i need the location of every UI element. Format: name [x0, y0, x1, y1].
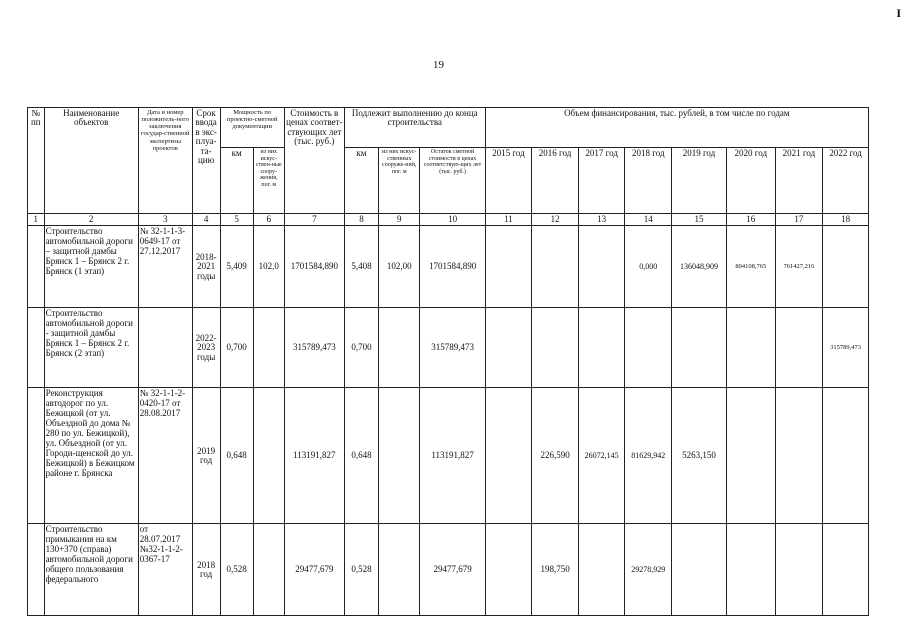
- col-number: 3: [138, 214, 192, 226]
- row-num: [28, 388, 45, 524]
- year-value: [823, 226, 869, 308]
- col-number: 11: [485, 214, 532, 226]
- col-number: 17: [775, 214, 823, 226]
- year-value: 81629,942: [625, 388, 672, 524]
- header-commissioning: Срок ввода в экс-плуа-та-цию: [192, 108, 220, 214]
- year-value: [775, 388, 823, 524]
- year-value: 198,750: [532, 524, 579, 616]
- cost: 1701584,890: [284, 226, 344, 308]
- header-remaining-km: км: [344, 148, 378, 214]
- year-value: 226,590: [532, 388, 579, 524]
- remaining-cost: 1701584,890: [420, 226, 485, 308]
- remaining-structures: [379, 388, 420, 524]
- table-row: [28, 308, 869, 388]
- capacity-structures: [253, 388, 284, 524]
- col-number: 12: [532, 214, 579, 226]
- year-value: 136048,909: [672, 226, 727, 308]
- col-number: 18: [823, 214, 869, 226]
- row-num: [28, 226, 45, 308]
- year-value: [485, 388, 532, 524]
- header-year-2017: 2017 год: [578, 148, 625, 214]
- commissioning-period: 2019 год: [192, 388, 220, 524]
- year-value: [672, 308, 727, 388]
- year-value: 5263,150: [672, 388, 727, 524]
- col-number: 14: [625, 214, 672, 226]
- year-value: [578, 524, 625, 616]
- capacity-km: 0,648: [220, 388, 253, 524]
- row-num: [28, 524, 45, 616]
- header-remaining-cost: Остаток сметной стоимости в ценах соответствую-щих лет (тыс. руб.): [420, 148, 485, 214]
- year-value: [726, 308, 775, 388]
- header-agreement: Дата и номер положитель-ного заключения государ-ственной экспертизы проектов: [138, 108, 192, 214]
- remaining-km: 0,700: [344, 308, 378, 388]
- commissioning-period: 2018 год: [192, 524, 220, 616]
- remaining-structures: [379, 524, 420, 616]
- year-value: [625, 308, 672, 388]
- year-value: 29278,929: [625, 524, 672, 616]
- capacity-structures: [253, 308, 284, 388]
- expertise-conclusion: от 28.07.2017 №32-1-1-2-0367-17: [138, 524, 192, 616]
- expertise-conclusion: [138, 308, 192, 388]
- column-number-row: [28, 214, 869, 226]
- year-value: [726, 524, 775, 616]
- capacity-structures: [253, 524, 284, 616]
- header-year-2015: 2015 год: [485, 148, 532, 214]
- year-value: 804108,765: [726, 226, 775, 308]
- remaining-km: 5,408: [344, 226, 378, 308]
- year-value: [726, 388, 775, 524]
- year-value: [485, 308, 532, 388]
- year-value: 315789,473: [823, 308, 869, 388]
- year-value: [532, 226, 579, 308]
- header-year-2022: 2022 год: [823, 148, 869, 214]
- col-number: 10: [420, 214, 485, 226]
- commissioning-period: 2022-2023 годы: [192, 308, 220, 388]
- remaining-km: 0,528: [344, 524, 378, 616]
- cost: 113191,827: [284, 388, 344, 524]
- header-num: № пп: [28, 108, 45, 214]
- table-row: [28, 388, 869, 524]
- remaining-structures: 102,00: [379, 226, 420, 308]
- capacity-km: 5,409: [220, 226, 253, 308]
- object-name: Строительство примыкания на км 130+370 (справа) автомобильной дороги общего пользования федерального: [44, 524, 138, 616]
- year-value: [775, 524, 823, 616]
- expertise-conclusion: № 32-1-1-2-0420-17 от 28.08.2017: [138, 388, 192, 524]
- object-name: Строительство автомобильной дороги – защитной дамбы Брянск 1 – Брянск 2 г. Брянск (1 этап): [44, 226, 138, 308]
- year-value: [578, 308, 625, 388]
- capacity-structures: 102,0: [253, 226, 284, 308]
- year-value: 0,000: [625, 226, 672, 308]
- col-number: 9: [379, 214, 420, 226]
- remaining-cost: 315789,473: [420, 308, 485, 388]
- year-value: [823, 524, 869, 616]
- col-number: 5: [220, 214, 253, 226]
- cost: 29477,679: [284, 524, 344, 616]
- header-capacity: Мощность по проектно-сметной документации: [220, 108, 284, 148]
- header-financing: Объем финансирования, тыс. рублей, в том числе по годам: [485, 108, 868, 148]
- header-year-2019: 2019 год: [672, 148, 727, 214]
- commissioning-period: 2018-2021 годы: [192, 226, 220, 308]
- table-row: [28, 226, 869, 308]
- col-number: 15: [672, 214, 727, 226]
- year-value: [485, 524, 532, 616]
- year-value: 761427,216: [775, 226, 823, 308]
- header-name: Наименование объектов: [44, 108, 138, 214]
- remaining-structures: [379, 308, 420, 388]
- header-remaining-structures: из них искус-ственных сооруже-ний, пог. м: [379, 148, 420, 214]
- year-value: [485, 226, 532, 308]
- header-year-2020: 2020 год: [726, 148, 775, 214]
- header-cost: Стоимость в ценах соответ-ствующих лет (тыс. руб.): [284, 108, 344, 214]
- col-number: 1: [28, 214, 45, 226]
- header-capacity-structures: из них искус-ствен-ные соору-жения, пог. м: [253, 148, 284, 214]
- object-name: Реконструкция автодорог по ул. Бежицкой (от ул. Объездной до дома № 280 по ул. Бежицкой), ул. Объездной (от ул. Городи-щенской до ул. Бежицкой) в Бежицком районе г. Брянска: [44, 388, 138, 524]
- year-value: [823, 388, 869, 524]
- cost: 315789,473: [284, 308, 344, 388]
- financing-table: [27, 107, 869, 616]
- col-number: 6: [253, 214, 284, 226]
- table-header: [28, 108, 869, 214]
- row-num: [28, 308, 45, 388]
- page-number: 19: [433, 59, 444, 71]
- header-year-2018: 2018 год: [625, 148, 672, 214]
- year-value: 26072,145: [578, 388, 625, 524]
- year-value: [578, 226, 625, 308]
- year-value: [672, 524, 727, 616]
- capacity-km: 0,528: [220, 524, 253, 616]
- corner-mark: I: [896, 6, 901, 20]
- remaining-cost: 113191,827: [420, 388, 485, 524]
- year-value: [532, 308, 579, 388]
- table-row: [28, 524, 869, 616]
- col-number: 16: [726, 214, 775, 226]
- year-value: [775, 308, 823, 388]
- col-number: 8: [344, 214, 378, 226]
- header-remaining: Подлежит выполнению до конца строительства: [344, 108, 485, 148]
- header-year-2021: 2021 год: [775, 148, 823, 214]
- col-number: 13: [578, 214, 625, 226]
- capacity-km: 0,700: [220, 308, 253, 388]
- object-name: Строительство автомобильной дороги - защитной дамбы Брянск 1 – Брянск 2 г. Брянск (2 этап): [44, 308, 138, 388]
- header-capacity-km: км: [220, 148, 253, 214]
- col-number: 4: [192, 214, 220, 226]
- expertise-conclusion: № 32-1-1-3-0649-17 от 27.12.2017: [138, 226, 192, 308]
- header-year-2016: 2016 год: [532, 148, 579, 214]
- remaining-cost: 29477,679: [420, 524, 485, 616]
- col-number: 7: [284, 214, 344, 226]
- remaining-km: 0,648: [344, 388, 378, 524]
- col-number: 2: [44, 214, 138, 226]
